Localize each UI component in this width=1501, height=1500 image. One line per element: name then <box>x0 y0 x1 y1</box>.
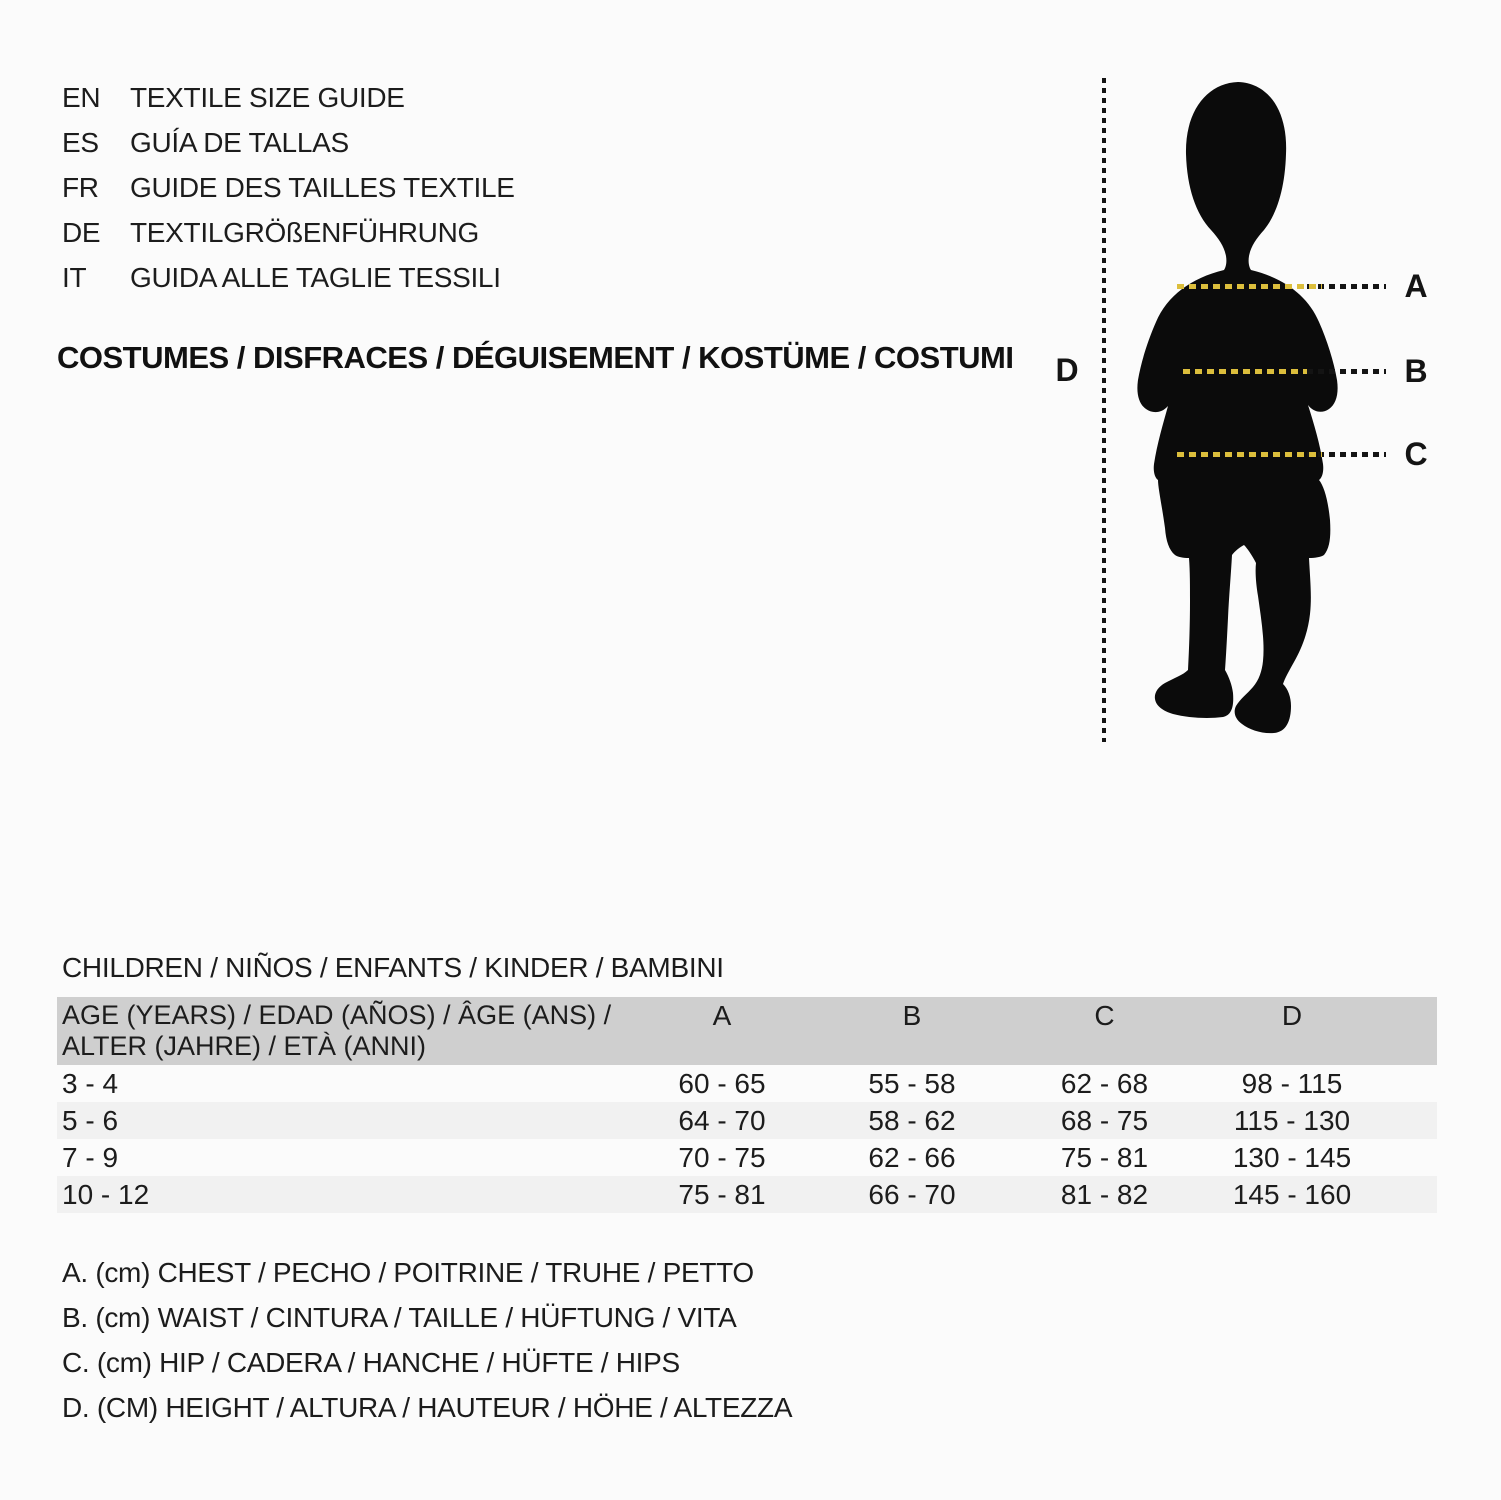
chest-cell: 70 - 75 <box>678 1141 766 1173</box>
age-cell: 7 - 9 <box>62 1141 119 1173</box>
child-silhouette <box>1128 76 1368 746</box>
waist-cell: 62 - 66 <box>868 1141 956 1173</box>
waist-cell: 58 - 62 <box>868 1104 956 1136</box>
hip-cell: 62 - 68 <box>1060 1067 1149 1099</box>
table-row <box>57 1065 1437 1102</box>
table-header <box>57 997 1437 1065</box>
language-code: DE <box>62 216 101 248</box>
hip-measure-line <box>1177 452 1322 457</box>
table-row <box>57 1176 1437 1213</box>
hip-cell: 68 - 75 <box>1060 1104 1149 1136</box>
waist-callout-dashes <box>1307 369 1386 374</box>
language-row-de <box>62 210 515 255</box>
hip-cell: 81 - 82 <box>1060 1178 1149 1210</box>
measure-label-c: C <box>1404 436 1428 472</box>
guide-title-it: GUIDA ALLE TAGLIE TESSILI <box>130 261 501 293</box>
language-row-fr <box>62 165 515 210</box>
language-row-es <box>62 120 515 165</box>
chest-cell: 60 - 65 <box>678 1067 766 1099</box>
waist-cell: 66 - 70 <box>868 1178 956 1210</box>
children-section-title: CHILDREN / NIÑOS / ENFANTS / KINDER / BAMBINI <box>62 952 724 983</box>
chest-cell: 75 - 81 <box>678 1178 766 1210</box>
age-cell: 10 - 12 <box>62 1178 150 1210</box>
age-header-line1: AGE (YEARS) / EDAD (AÑOS) / ÂGE (ANS) / <box>62 1000 612 1030</box>
language-code: EN <box>62 81 101 113</box>
category-heading: COSTUMES / DISFRACES / DÉGUISEMENT / KOSTÜME / COSTUMI <box>57 340 1014 375</box>
language-title-list <box>62 75 515 300</box>
height-measure-dotted-line <box>1102 78 1106 742</box>
height-cell: 130 - 145 <box>1232 1141 1352 1173</box>
waist-measure-line <box>1183 369 1307 374</box>
guide-title-de: TEXTILGRÖßENFÜHRUNG <box>130 216 479 248</box>
age-column-header <box>57 997 627 1065</box>
language-code: ES <box>62 126 99 158</box>
column-header-c: C <box>1094 1000 1115 1031</box>
hip-cell: 75 - 81 <box>1060 1141 1149 1173</box>
legend-chest: A. (cm) CHEST / PECHO / POITRINE / TRUHE / PETTO <box>62 1256 754 1288</box>
measurement-legend <box>62 1250 792 1430</box>
measure-label-b: B <box>1404 353 1428 389</box>
children-size-table <box>57 997 1437 1213</box>
guide-title-fr: GUIDE DES TAILLES TEXTILE <box>130 171 515 203</box>
table-row <box>57 1102 1437 1139</box>
language-row-en <box>62 75 515 120</box>
chest-cell: 64 - 70 <box>678 1104 766 1136</box>
age-cell: 3 - 4 <box>62 1067 119 1099</box>
height-cell: 145 - 160 <box>1232 1178 1352 1210</box>
legend-waist: B. (cm) WAIST / CINTURA / TAILLE / HÜFTUNG / VITA <box>62 1301 737 1333</box>
chest-measure-line <box>1177 284 1322 289</box>
age-cell: 5 - 6 <box>62 1104 119 1136</box>
legend-hip: C. (cm) HIP / CADERA / HANCHE / HÜFTE / HIPS <box>62 1346 680 1378</box>
language-code: IT <box>62 261 87 293</box>
column-header-d: D <box>1281 1000 1303 1031</box>
language-code: FR <box>62 171 99 203</box>
language-row-it <box>62 255 515 300</box>
measure-label-d: D <box>1055 352 1079 388</box>
waist-cell: 55 - 58 <box>868 1067 956 1099</box>
height-cell: 115 - 130 <box>1233 1104 1351 1136</box>
column-header-b: B <box>902 1000 922 1031</box>
height-cell: 98 - 115 <box>1241 1067 1343 1099</box>
table-row <box>57 1139 1437 1176</box>
measure-label-a: A <box>1404 268 1428 304</box>
guide-title-es: GUÍA DE TALLAS <box>130 126 349 158</box>
column-header-a: A <box>712 1000 732 1031</box>
age-header-line2: ALTER (JAHRE) / ETÀ (ANNI) <box>62 1031 427 1061</box>
legend-height: D. (CM) HEIGHT / ALTURA / HAUTEUR / HÖHE / ALTEZZA <box>62 1391 793 1423</box>
guide-title-en: TEXTILE SIZE GUIDE <box>130 81 405 113</box>
